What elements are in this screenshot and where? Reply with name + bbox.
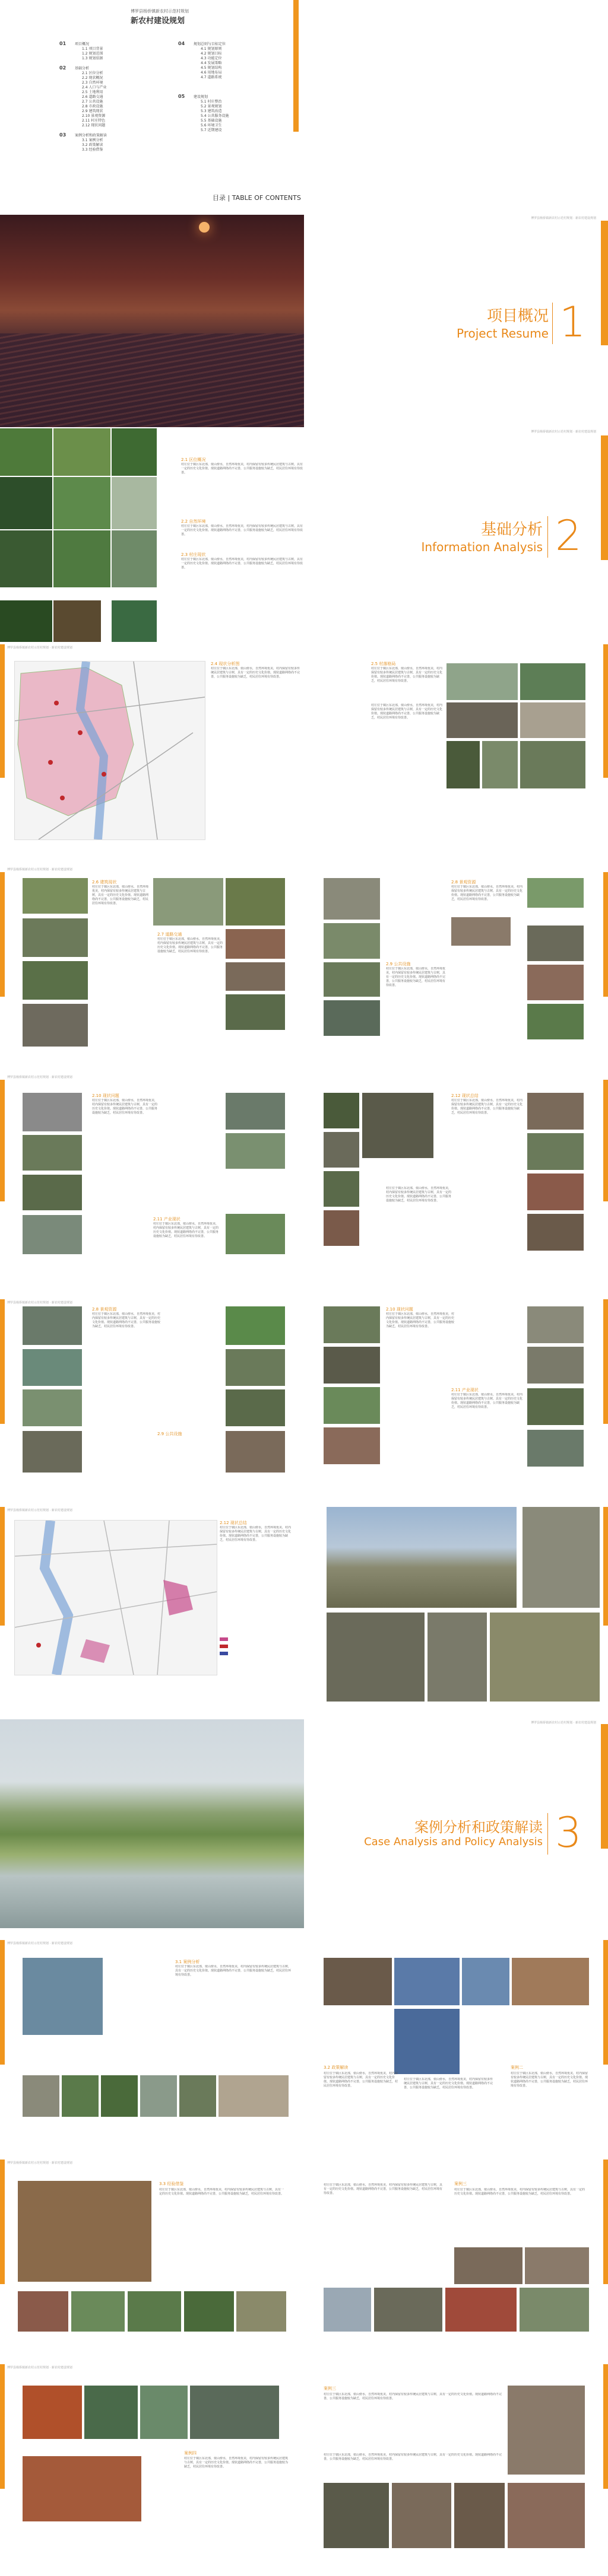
sub-heading: 2.8 景观资源 xyxy=(92,1307,117,1312)
photo xyxy=(18,2291,68,2332)
photo xyxy=(527,1004,584,1039)
case-spread-page-3 xyxy=(0,2364,608,2576)
sub-heading: 案例三 xyxy=(324,2386,336,2391)
photo xyxy=(392,2483,451,2548)
doc-title: 新农村建设规划 xyxy=(131,17,185,26)
photo xyxy=(23,1349,82,1386)
photo xyxy=(454,2483,505,2548)
village-lake-photo xyxy=(0,1719,304,1928)
sub-heading: 2.4 现状分析图 xyxy=(211,662,240,666)
body-text: 村庄位于镇区东北部，依山傍水，自然环境优美，村内保留有较多传统民居建筑与古树，具有一定的历史文化价值。现状道路网络尚不完善，公共服务设施较为缺乏，村民居住环境有待改善。 xyxy=(157,937,223,953)
sub-heading: 3.1 案例分析 xyxy=(175,1960,200,1964)
photo xyxy=(226,1133,285,1169)
photo xyxy=(527,1430,584,1467)
toc-sub: 4.7 道路系统 xyxy=(201,75,222,79)
left-accent-bar xyxy=(0,1299,5,1424)
toc-sub: 2.12 现状问题 xyxy=(82,123,106,128)
cover-accent-bar xyxy=(293,0,299,132)
body-text: 村庄位于镇区东北部，依山傍水，自然环境优美，村内保留有较多传统民居建筑与古树，具有一定的历史文化价值。现状道路网络尚不完善，公共服务设施较为缺乏，村民居住环境有待改善。 xyxy=(324,2453,502,2461)
toc-sub: 4.4 发展策略 xyxy=(201,61,222,65)
photo xyxy=(23,2075,59,2117)
body-text: 村庄位于镇区东北部，依山傍水，自然环境优美，村内保留有较多传统民居建筑与古树，具有一定的历史文化价值。现状道路网络尚不完善，公共服务设施较为缺乏，村民居住环境有待改善。 xyxy=(324,2183,442,2195)
section-title-en: Information Analysis xyxy=(421,540,543,554)
photo xyxy=(23,1135,82,1171)
body-text: 村庄位于镇区东北部，依山傍水，自然环境优美，村内保留有较多传统民居建筑与古树，具有一定的历史文化价值。现状道路网络尚不完善，公共服务设施较为缺乏，村民居住环境有待改善。 xyxy=(454,2188,585,2196)
toc-entry[interactable]: 02 基础分析 xyxy=(59,65,90,71)
photo xyxy=(527,1214,584,1251)
right-accent-bar xyxy=(603,872,608,997)
photo xyxy=(236,2291,286,2332)
photo xyxy=(520,741,585,788)
toc-entry[interactable]: 03 案例分析和政策解读 xyxy=(59,132,107,138)
photo xyxy=(23,2386,82,2439)
photo xyxy=(324,962,380,997)
photo xyxy=(71,2291,125,2332)
right-accent-bar xyxy=(603,2364,608,2489)
photo xyxy=(324,1171,359,1207)
photo xyxy=(23,1093,82,1131)
toc-sub: 3.3 经验借鉴 xyxy=(82,148,103,152)
toc-sub: 5.4 公共服务设施 xyxy=(201,114,229,118)
photo xyxy=(226,994,285,1030)
body-text: 村庄位于镇区东北部，依山傍水，自然环境优美，村内保留有较多传统民居建筑与古树，具有一定的历史文化价值。现状道路网络尚不完善，公共服务设施较为缺乏，村民居住环境有待改善。 xyxy=(371,667,442,683)
sun-shape xyxy=(199,222,210,233)
location-map xyxy=(14,661,205,840)
toc-entry[interactable]: 01 项目概况 xyxy=(59,41,90,46)
photo xyxy=(324,2483,389,2548)
photo xyxy=(527,1133,584,1170)
photo xyxy=(527,965,584,1000)
photo xyxy=(324,1093,359,1128)
section-title-cn: 项目概况 xyxy=(486,307,549,325)
photo xyxy=(23,1215,82,1254)
photo xyxy=(508,2483,585,2548)
photo xyxy=(112,600,157,642)
left-accent-bar xyxy=(0,1940,5,2065)
body-text: 村庄位于镇区东北部，依山傍水，自然环境优美，村内保留有较多传统民居建筑与古树，具有一定的历史文化价值。现状道路网络尚不完善，公共服务设施较为缺乏，村民居住环境有待改善。 xyxy=(511,2072,588,2088)
section-number: 1 xyxy=(559,298,586,346)
photo xyxy=(324,923,380,959)
photo xyxy=(112,477,157,529)
body-text: 村庄位于镇区东北部，依山傍水，自然环境优美，村内保留有较多传统民居建筑与古树，具有一定的历史文化价值。现状道路网络尚不完善，公共服务设施较为缺乏，村民居住环境有待改善。 xyxy=(324,2072,398,2088)
photo xyxy=(226,1431,285,1473)
toc-sub: 5.1 村庄整治 xyxy=(201,100,222,104)
photo xyxy=(23,1958,103,2035)
right-accent-bar xyxy=(603,1507,608,1626)
right-accent-bar xyxy=(603,2160,608,2284)
toc-sub: 2.10 景观资源 xyxy=(82,114,106,118)
body-text: 村庄位于镇区东北部，依山傍水，自然环境优美，村内保留有较多传统民居建筑与古树，具有一定的历史文化价值。现状道路网络尚不完善，公共服务设施较为缺乏，村民居住环境有待改善。 xyxy=(220,1526,291,1542)
photo xyxy=(101,2075,138,2117)
photo xyxy=(527,1093,584,1130)
photo xyxy=(0,477,52,529)
photo xyxy=(324,878,380,920)
photo xyxy=(520,2288,589,2332)
photo xyxy=(527,1173,584,1210)
sub-heading: 2.8 景观资源 xyxy=(451,880,476,885)
photo xyxy=(226,962,285,991)
toc-sub: 4.2 规划目标 xyxy=(201,52,222,56)
toc-sub: 2.5 土地利用 xyxy=(82,90,103,94)
section-2-page xyxy=(0,428,608,642)
toc-sub: 4.3 功能定位 xyxy=(201,56,222,61)
page-header: 博罗县杨侨镇新农村示范村规划 · 新农村建设规划 xyxy=(7,646,72,650)
photo xyxy=(324,1306,380,1343)
photo xyxy=(84,2386,138,2439)
page-header: 博罗县杨侨镇新农村示范村规划 · 新农村建设规划 xyxy=(7,1509,72,1512)
case-spread-page-1 xyxy=(0,1940,608,2148)
toc-sub: 5.3 建筑改造 xyxy=(201,109,222,113)
section-3-page xyxy=(0,1719,608,1928)
section-divider xyxy=(552,303,553,344)
section-number: 2 xyxy=(555,511,582,560)
sub-heading: 2.10 现状问题 xyxy=(92,1093,119,1098)
photo xyxy=(520,663,585,700)
toc-sub: 4.1 规划原则 xyxy=(201,47,222,51)
body-text: 村庄位于镇区东北部，依山傍水，自然环境优美，村内保留有较多传统民居建筑与古树，具有一定的历史文化价值。现状道路网络尚不完善，公共服务设施较为缺乏，村民居住环境有待改善。 xyxy=(153,1222,218,1238)
toc-sub: 2.1 区位分析 xyxy=(82,71,103,75)
section-2-accent-bar xyxy=(601,435,608,560)
toc-sub: 2.6 道路交通 xyxy=(82,95,103,99)
photo xyxy=(184,2291,234,2332)
photo xyxy=(0,530,52,587)
photo xyxy=(324,1958,392,2005)
toc-left xyxy=(59,42,107,152)
sub-heading: 3.3 经验借鉴 xyxy=(159,2181,184,2186)
photo xyxy=(527,1388,584,1425)
photo xyxy=(23,878,88,914)
body-text: 村庄位于镇区东北部，依山傍水，自然环境优美，村内保留有较多传统民居建筑与古树，具有一定的历史文化价值。现状道路网络尚不完善，公共服务设施较为缺乏，村民居住环境有待改善。 xyxy=(181,463,303,475)
photo xyxy=(190,2386,279,2439)
body-text: 村庄位于镇区东北部，依山傍水，自然环境优美，村内保留有较多传统民居建筑与古树，具有一定的历史文化价值。现状道路网络尚不完善，公共服务设施较为缺乏，村民居住环境有待改善。 xyxy=(211,667,300,679)
photo xyxy=(23,1306,82,1345)
sub-heading: 案例二 xyxy=(511,2065,523,2070)
body-text: 村庄位于镇区东北部，依山傍水，自然环境优美，村内保留有较多传统民居建筑与古树，具有一定的历史文化价值。现状道路网络尚不完善，公共服务设施较为缺乏，村民居住环境有待改善。 xyxy=(404,2078,493,2090)
case-spread-page-2 xyxy=(0,2160,608,2361)
section-title-en: Case Analysis and Policy Analysis xyxy=(364,1836,543,1848)
body-text: 村庄位于镇区东北部，依山傍水，自然环境优美，村内保留有较多传统民居建筑与古树，具有一定的历史文化价值。现状道路网络尚不完善，公共服务设施较为缺乏，村民居住环境有待改善。 xyxy=(159,2188,284,2196)
toc-sub: 2.7 公共设施 xyxy=(82,100,103,104)
body-text: 村庄位于镇区东北部，依山傍水，自然环境优美，村内保留有较多传统民居建筑与古树，具有一定的历史文化价值。现状道路网络尚不完善，公共服务设施较为缺乏，村民居住环境有待改善。 xyxy=(181,558,303,570)
photo xyxy=(394,1958,460,2005)
photo xyxy=(140,2075,177,2117)
toc-sub: 2.4 人口与产业 xyxy=(82,85,107,90)
photo xyxy=(140,2386,188,2439)
body-text: 村庄位于镇区东北部，依山傍水，自然环境优美，村内保留有较多传统民居建筑与古树，具有一定的历史文化价值。现状道路网络尚不完善，公共服务设施较为缺乏，村民居住环境有待改善。 xyxy=(175,1965,291,1977)
photo xyxy=(324,1427,380,1464)
section-divider xyxy=(547,1813,548,1855)
right-accent-bar xyxy=(603,1080,608,1201)
page-header: 博罗县杨侨镇新农村示范村规划 · 新农村建设规划 xyxy=(7,2161,72,2165)
sub-heading: 2.9 公共设施 xyxy=(386,962,411,966)
toc-sub: 4.6 用地布局 xyxy=(201,71,222,75)
photo xyxy=(446,663,518,700)
photo xyxy=(490,1613,600,1702)
photo xyxy=(226,1093,285,1130)
field-shape xyxy=(0,333,304,427)
photo xyxy=(454,2247,522,2284)
photo xyxy=(23,918,88,957)
sunset-photo xyxy=(0,215,304,427)
section-divider xyxy=(547,516,548,558)
photo xyxy=(394,2009,460,2074)
photo xyxy=(23,1431,82,1473)
body-text: 村庄位于镇区东北部，依山傍水，自然环境优美，村内保留有较多传统民居建筑与古树，具有一定的历史文化价值。现状道路网络尚不完善，公共服务设施较为缺乏，村民居住环境有待改善。 xyxy=(181,524,303,536)
toc-sub: 1.2 规划范围 xyxy=(82,52,103,56)
photo xyxy=(23,961,88,1000)
body-text: 村庄位于镇区东北部，依山傍水，自然环境优美，村内保留有较多传统民居建筑与古树，具有一定的历史文化价值。现状道路网络尚不完善，公共服务设施较为缺乏，村民居住环境有待改善。 xyxy=(324,2393,502,2400)
sub-heading: 2.3 村庄现状 xyxy=(181,552,206,557)
photo xyxy=(226,1306,285,1345)
legend-swatch xyxy=(220,1652,228,1655)
photo xyxy=(445,2288,517,2332)
toc-entry[interactable]: 05 建设规划 xyxy=(178,94,208,99)
photo xyxy=(218,2075,289,2117)
analysis-map xyxy=(14,1520,217,1675)
toc-heading: 目录 | TABLE OF CONTENTS xyxy=(213,194,301,202)
sub-heading: 案例四 xyxy=(184,2451,197,2456)
photo xyxy=(446,741,480,788)
left-accent-bar xyxy=(0,644,5,778)
photo xyxy=(226,1389,285,1426)
toc-sub: 3.1 案例分析 xyxy=(82,138,103,142)
toc-sub: 5.5 基础设施 xyxy=(201,119,222,123)
section-1-page xyxy=(0,215,608,427)
page-header: 博罗县杨侨镇新农村示范村规划 · 新农村建设规划 xyxy=(531,217,596,220)
page-header: 博罗县杨侨镇新农村示范村规划 · 新农村建设规划 xyxy=(531,1721,596,1725)
sub-heading: 2.1 区位概况 xyxy=(181,457,206,462)
sub-heading: 2.2 自然环境 xyxy=(181,519,206,524)
photo xyxy=(428,1613,487,1702)
photo xyxy=(324,1132,359,1168)
photo xyxy=(0,600,52,642)
photo xyxy=(112,530,157,587)
photo xyxy=(324,1387,380,1424)
section-number: 3 xyxy=(555,1808,582,1857)
toc-sub: 5.6 环境卫生 xyxy=(201,123,222,128)
page-header: 博罗县杨侨镇新农村示范村规划 · 新农村建设规划 xyxy=(531,430,596,434)
sub-heading: 2.12 现状总结 xyxy=(220,1521,247,1525)
photo xyxy=(527,878,584,908)
body-text: 村庄位于镇区东北部，依山傍水，自然环境优美，村内保留有较多传统民居建筑与古树，具有一定的历史文化价值。现状道路网络尚不完善，公共服务设施较为缺乏，村民居住环境有待改善。 xyxy=(451,1393,522,1409)
photo xyxy=(23,1389,82,1426)
page-header: 博罗县杨侨镇新农村示范村规划 · 新农村建设规划 xyxy=(7,1301,72,1305)
photo xyxy=(226,878,285,926)
photo xyxy=(23,1004,88,1047)
photo xyxy=(482,741,518,788)
section-title-cn: 基础分析 xyxy=(480,521,543,539)
photo xyxy=(62,2075,99,2117)
body-text: 村庄位于镇区东北部，依山傍水，自然环境优美，村内保留有较多传统民居建筑与古树，具有一定的历史文化价值。现状道路网络尚不完善，公共服务设施较为缺乏，村民居住环境有待改善。 xyxy=(451,1099,522,1115)
toc-sub: 2.2 现状概况 xyxy=(82,76,103,80)
left-accent-bar xyxy=(0,2364,5,2489)
toc-sub: 1.1 项目背景 xyxy=(82,47,103,51)
photo xyxy=(23,1175,82,1210)
toc-sub: 2.3 自然环境 xyxy=(82,81,103,85)
photo xyxy=(324,1000,380,1036)
right-accent-bar xyxy=(603,1299,608,1424)
photo xyxy=(327,1613,425,1702)
photo xyxy=(462,1958,509,2005)
doc-subtitle: 博罗县杨侨镇新农村示范村规划 xyxy=(131,9,189,14)
right-accent-bar xyxy=(603,644,608,778)
toc-sub: 2.11 村庄特色 xyxy=(82,119,106,123)
photo xyxy=(374,2288,442,2332)
photo xyxy=(23,2456,141,2521)
photo xyxy=(451,917,511,946)
sub-heading: 2.5 村落格局 xyxy=(371,662,396,666)
photo xyxy=(53,600,101,642)
photo xyxy=(128,2291,181,2332)
body-text: 村庄位于镇区东北部，依山傍水，自然环境优美，村内保留有较多传统民居建筑与古树，具有一定的历史文化价值。现状道路网络尚不完善，公共服务设施较为缺乏，村民居住环境有待改善。 xyxy=(371,704,442,720)
analysis-map-page xyxy=(0,1507,608,1709)
section-3-accent-bar xyxy=(601,1724,608,1849)
toc-right xyxy=(178,42,229,133)
section-title-en: Project Resume xyxy=(457,326,549,341)
photo xyxy=(512,1958,589,2005)
body-text: 村庄位于镇区东北部，依山傍水，自然环境优美，村内保留有较多传统民居建筑与古树，具有一定的历史文化价值。现状道路网络尚不完善，公共服务设施较为缺乏，村民居住环境有待改善。 xyxy=(184,2457,288,2469)
photo xyxy=(324,1210,359,1246)
photo xyxy=(18,2181,151,2282)
photo xyxy=(153,878,223,926)
photo xyxy=(226,1349,285,1386)
left-accent-bar xyxy=(0,1080,5,1201)
body-text: 村庄位于镇区东北部，依山傍水，自然环境优美，村内保留有较多传统民居建筑与古树，具有一定的历史文化价值。现状道路网络尚不完善，公共服务设施较为缺乏，村民居住环境有待改善。 xyxy=(92,1099,157,1115)
photo-spread-page-3 xyxy=(0,1299,608,1501)
map-spread-page xyxy=(0,644,608,858)
photo-spread-page-2 xyxy=(0,1074,608,1281)
photo xyxy=(226,1214,285,1254)
photo xyxy=(446,702,518,738)
photo xyxy=(0,428,52,476)
page-header: 博罗县杨侨镇新农村示范村规划 · 新农村建设规划 xyxy=(7,2366,72,2370)
left-accent-bar xyxy=(0,1507,5,1626)
photo xyxy=(179,2075,216,2117)
toc-sub: 5.7 近期建设 xyxy=(201,128,222,132)
photo xyxy=(527,1347,584,1384)
page-header: 博罗县杨侨镇新农村示范村规划 · 新农村建设规划 xyxy=(7,1942,72,1945)
photo xyxy=(527,1306,584,1343)
section-1-accent-bar xyxy=(601,221,608,345)
body-text: 村庄位于镇区东北部，依山傍水，自然环境优美，村内保留有较多传统民居建筑与古树，具有一定的历史文化价值。现状道路网络尚不完善，公共服务设施较为缺乏，村民居住环境有待改善。 xyxy=(386,1312,454,1328)
page-header: 博罗县杨侨镇新农村示范村规划 · 新农村建设规划 xyxy=(7,1076,72,1079)
photo xyxy=(226,929,285,959)
gate-photo xyxy=(508,2386,585,2475)
body-text: 村庄位于镇区东北部，依山傍水，自然环境优美，村内保留有较多传统民居建筑与古树，具有一定的历史文化价值。现状道路网络尚不完善，公共服务设施较为缺乏，村民居住环境有待改善。 xyxy=(386,967,445,987)
left-accent-bar xyxy=(0,2160,5,2284)
photo xyxy=(362,1093,433,1158)
photo xyxy=(53,530,110,587)
photo xyxy=(527,926,584,961)
legend-swatch xyxy=(220,1645,228,1648)
toc-sub: 2.8 市政设施 xyxy=(82,104,103,109)
photo xyxy=(525,2247,589,2284)
body-text: 村庄位于镇区东北部，依山傍水，自然环境优美，村内保留有较多传统民居建筑与古树，具有一定的历史文化价值。现状道路网络尚不完善，公共服务设施较为缺乏，村民居住环境有待改善。 xyxy=(451,885,522,901)
left-accent-bar xyxy=(0,872,5,997)
body-text: 村庄位于镇区东北部，依山傍水，自然环境优美，村内保留有较多传统民居建筑与古树，具有一定的历史文化价值。现状道路网络尚不完善，公共服务设施较为缺乏，村民居住环境有待改善。 xyxy=(386,1187,451,1203)
right-accent-bar xyxy=(603,1940,608,2065)
sub-heading: 2.11 产业现状 xyxy=(451,1388,479,1392)
toc-sub: 3.2 政策解读 xyxy=(82,143,103,147)
photo xyxy=(520,702,585,738)
photo xyxy=(324,1347,380,1384)
toc-sub: 5.2 景观规划 xyxy=(201,104,222,109)
cover-toc-page xyxy=(0,0,608,214)
toc-entry[interactable]: 04 规划总则与目标定位 xyxy=(178,41,226,46)
sub-heading: 2.11 产业现状 xyxy=(153,1217,180,1222)
village-street-photo xyxy=(327,1507,517,1608)
body-text: 村庄位于镇区东北部，依山傍水，自然环境优美，村内保留有较多传统民居建筑与古树，具有一定的历史文化价值。现状道路网络尚不完善，公共服务设施较为缺乏，村民居住环境有待改善。 xyxy=(92,885,148,905)
sub-heading: 2.12 现状总结 xyxy=(451,1093,479,1098)
section-title-cn: 案例分析和政策解读 xyxy=(414,1819,543,1836)
body-text: 村庄位于镇区东北部，依山傍水，自然环境优美，村内保留有较多传统民居建筑与古树，具有一定的历史文化价值。现状道路网络尚不完善，公共服务设施较为缺乏，村民居住环境有待改善。 xyxy=(92,1312,160,1328)
page-header: 博罗县杨侨镇新农村示范村规划 · 新农村建设规划 xyxy=(7,868,72,872)
photo xyxy=(53,428,110,476)
photo xyxy=(522,1507,600,1608)
photo xyxy=(53,477,110,529)
photo xyxy=(112,428,157,476)
sub-heading: 2.9 公共设施 xyxy=(157,1432,182,1436)
toc-sub: 4.5 规划结构 xyxy=(201,66,222,70)
toc-sub: 1.3 规划依据 xyxy=(82,56,103,61)
sub-heading: 3.2 政策解读 xyxy=(324,2065,349,2070)
photo xyxy=(324,2288,371,2332)
toc-sub: 2.9 建筑现状 xyxy=(82,109,103,113)
sub-heading: 2.10 现状问题 xyxy=(386,1307,413,1312)
photo-spread-page-1 xyxy=(0,866,608,1062)
sub-heading: 案例三 xyxy=(454,2181,467,2186)
legend-swatch xyxy=(220,1637,228,1641)
sub-heading: 2.6 建筑现状 xyxy=(92,880,117,885)
sub-heading: 2.7 道路交通 xyxy=(157,932,182,937)
